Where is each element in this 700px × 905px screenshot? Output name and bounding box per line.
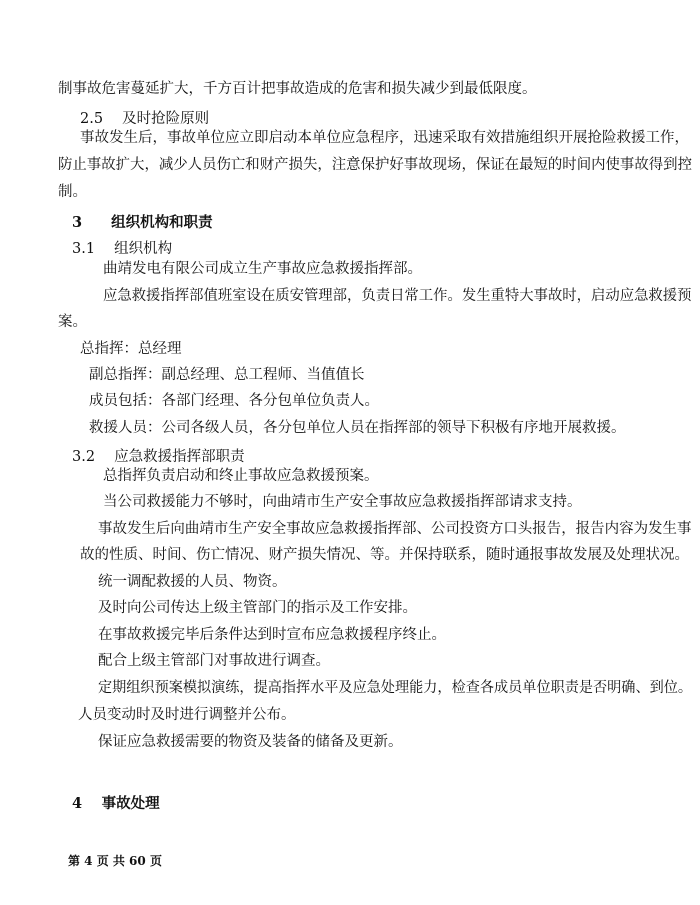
section-heading-3-1: 3.1 组织机构 bbox=[72, 241, 173, 257]
text-line: 在事故救援完毕后条件达到时宣布应急救援程序终止。 bbox=[98, 627, 446, 643]
text-line: 救援人员：公司各级人员，各分包单位人员在指挥部的领导下积极有序地开展救援。 bbox=[89, 420, 626, 436]
text-line: 配合上级主管部门对事故进行调查。 bbox=[98, 653, 330, 669]
text-line: 事故发生后向曲靖市生产安全事故应急救援指挥部、公司投资方口头报告，报告内容为发生事 bbox=[98, 521, 692, 537]
text-line: 制事故危害蔓延扩大，千方百计把事故造成的危害和损失减少到最低限度。 bbox=[58, 81, 537, 97]
text-line: 保证应急救援需要的物资及装备的储备及更新。 bbox=[98, 734, 403, 750]
section-heading-3-2: 3.2 应急救援指挥部职责 bbox=[72, 449, 245, 465]
text-line: 定期组织预案模拟演练，提高指挥水平及应急处理能力，检查各成员单位职责是否明确、到位。 bbox=[98, 680, 693, 696]
page-footer: 第 4 页 共 60 页 bbox=[68, 854, 162, 868]
text-line: 制。 bbox=[58, 184, 87, 200]
text-line: 事故发生后，事故单位应立即启动本单位应急程序，迅速采取有效措施组织开展抢险救援工作， bbox=[80, 130, 689, 146]
text-line: 总指挥：总经理 bbox=[80, 341, 182, 357]
section-heading-2-5: 2.5 及时抢险原则 bbox=[80, 111, 210, 127]
text-line: 副总指挥：副总经理、总工程师、当值值长 bbox=[89, 367, 365, 383]
text-line: 总指挥负责启动和终止事故应急救援预案。 bbox=[103, 468, 379, 484]
text-line: 成员包括：各部门经理、各分包单位负责人。 bbox=[89, 393, 379, 409]
section-heading-4: 4 事故处理 bbox=[72, 795, 160, 812]
text-line: 防止事故扩大，减少人员伤亡和财产损失，注意保护好事故现场，保证在最短的时间内使事故得到控 bbox=[58, 157, 692, 173]
text-line: 人员变动时及时进行调整并公布。 bbox=[78, 707, 296, 723]
text-line: 及时向公司传达上级主管部门的指示及工作安排。 bbox=[98, 600, 417, 616]
text-line: 当公司救援能力不够时，向曲靖市生产安全事故应急救援指挥部请求支持。 bbox=[103, 494, 582, 510]
text-line: 统一调配救援的人员、物资。 bbox=[98, 574, 287, 590]
text-line: 曲靖发电有限公司成立生产事故应急救援指挥部。 bbox=[103, 261, 422, 277]
text-line: 应急救援指挥部值班室设在质安管理部，负责日常工作。发生重特大事故时，启动应急救援预 bbox=[103, 288, 692, 304]
text-line: 案。 bbox=[58, 314, 87, 330]
text-line: 故的性质、时间、伤亡情况、财产损失情况、等。并保持联系，随时通报事故发展及处理状况。 bbox=[80, 547, 689, 563]
section-heading-3: 3 组织机构和职责 bbox=[72, 214, 213, 231]
